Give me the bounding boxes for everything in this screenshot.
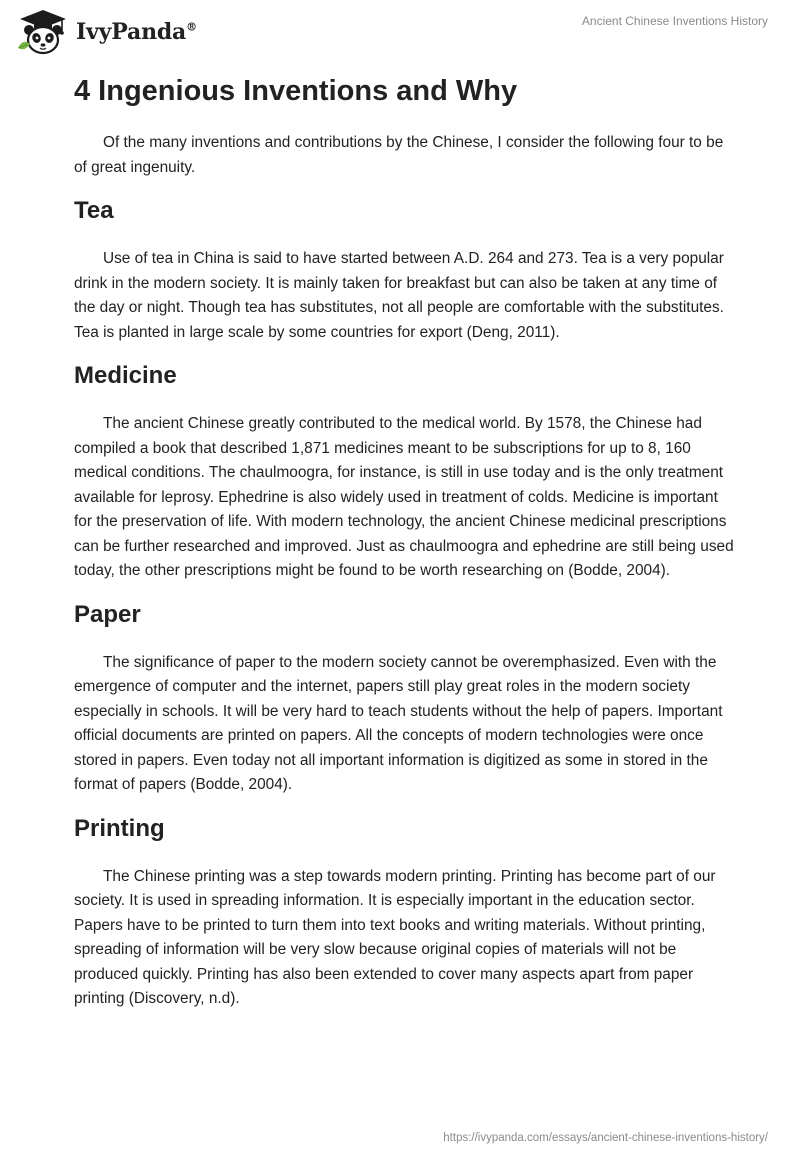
panda-graduate-icon: [14, 8, 72, 56]
section-heading-paper: Paper: [74, 600, 141, 628]
logo-text: IvyPanda: [76, 19, 187, 45]
section-paragraph-paper: The significance of paper to the modern society cannot be overemphasized. Even with the emergence of computer and the internet, papers still play great roles in the modern society especially in schools. It will be very hard to teach students without the help of papers. Important official documents are printed on papers. All the concepts of modern technologies were once stored in papers. Even today not all important information is digitized as some in stored in the format of papers (Bodde, 2004).: [74, 653, 723, 793]
logo-wordmark: [76, 19, 197, 45]
section-heading-medicine: Medicine: [74, 362, 177, 389]
section-paragraph-tea: Use of tea in China is said to have started between A.D. 264 and 273. Tea is a very popular drink in the modern society. It is mainly taken for breakfast but can also be taken at any time of the day or night. Though tea has substitutes, not all people are comfortable with the substitutes. Tea is planted in large scale by some countries for export (Deng, 2011).: [74, 250, 724, 341]
running-head-title: Ancient Chinese Inventions History: [581, 14, 768, 28]
section-paragraph-medicine: The ancient Chinese greatly contributed to the medical world. By 1578, the Chinese had compiled a book that described 1,871 medicines meant to be subscriptions for up to 8, 160 medical conditions. The chaulmoogra, for instance, is still in use today and is the only treatment available for leprosy. Ephedrine is also widely used in treatment of colds. Medicine is important for the preservation of life. With modern technology, the ancient Chinese medicinal prescriptions can be further researched and improved. Just as chaulmoogra and ephedrine are still being used today, the other prescriptions might be found to be worth researching on (Bodde, 2004).: [74, 415, 734, 579]
source-url-link[interactable]: https://ivypanda.com/essays/ancient-chinese-inventions-history/: [443, 1132, 768, 1144]
section-paragraph-printing: The Chinese printing was a step towards modern printing. Printing has become part of our society. It is used in spreading information. It is especially important in the education sector. Papers have to be printed to turn them into text books and writing materials. Without printing, spreading of information will be very slow because original copies of materials will not be produced quickly. Printing has also been extended to cover many aspects apart from paper printing (Discovery, n.d).: [74, 867, 716, 1007]
intro-paragraph: Of the many inventions and contributions by the Chinese, I consider the following four to be of great ingenuity.: [74, 134, 724, 176]
site-logo[interactable]: [14, 8, 197, 56]
article-body: [74, 72, 734, 1012]
page-title: 4 Ingenious Inventions and Why: [74, 75, 518, 107]
registered-mark: ®: [186, 20, 197, 34]
section-heading-printing: Printing: [74, 814, 165, 842]
section-heading-tea: Tea: [74, 197, 114, 224]
